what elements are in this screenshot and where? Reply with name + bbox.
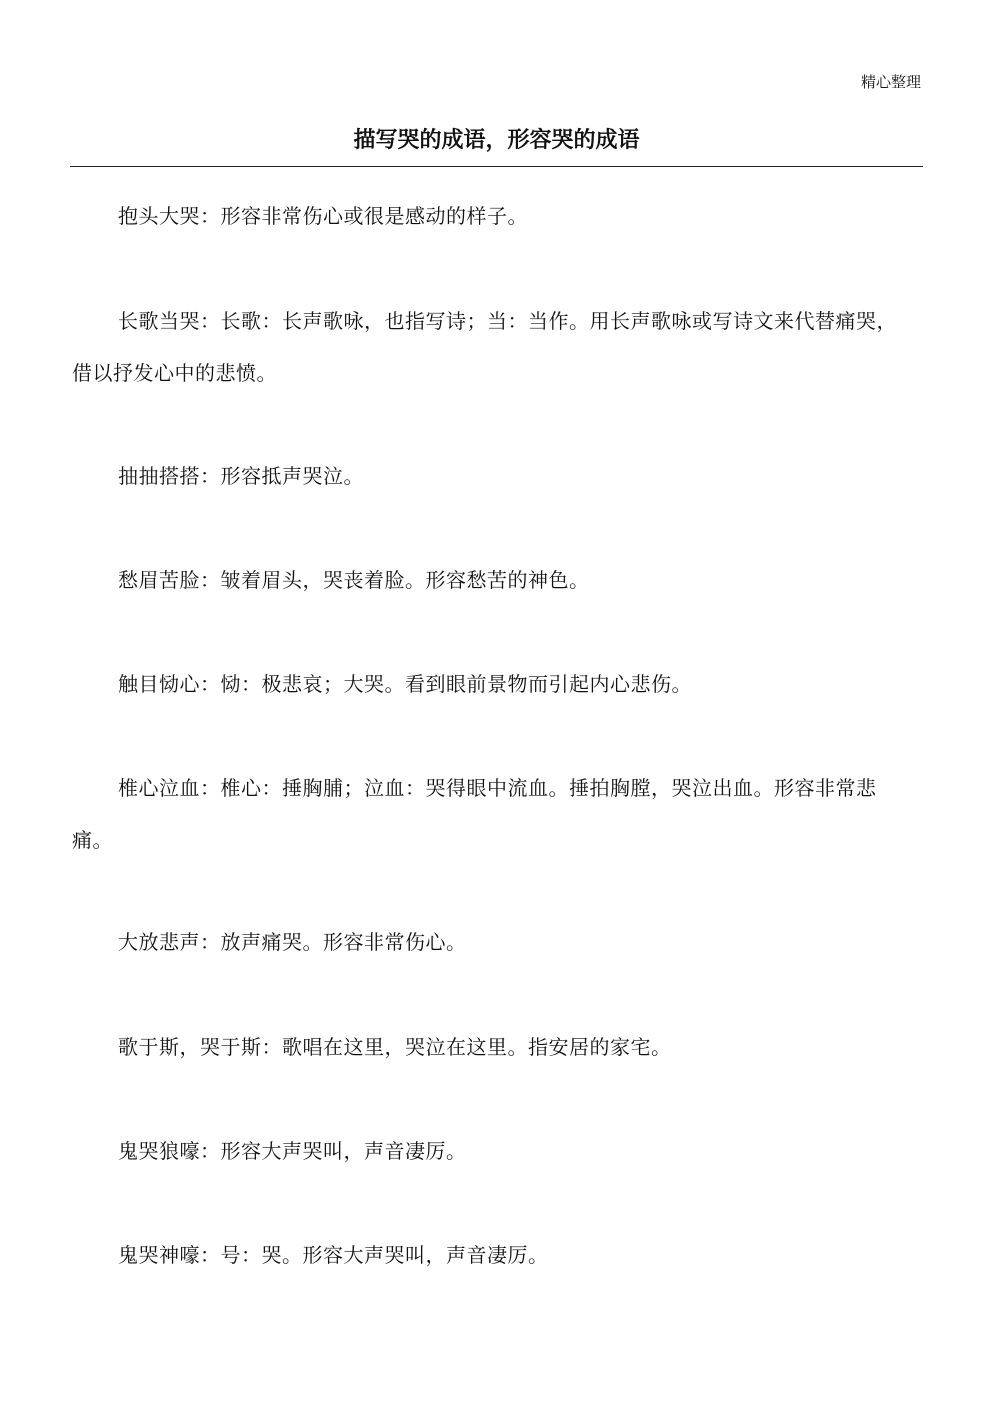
idiom-entry: 鬼哭神嚎：号：哭。形容大声哭叫，声音凄厉。 (118, 1243, 549, 1267)
idiom-entry: 愁眉苦脸：皱着眉头，哭丧着脸。形容愁苦的神色。 (118, 568, 590, 592)
idiom-entry: 大放悲声：放声痛哭。形容非常伤心。 (118, 930, 467, 954)
header-note: 精心整理 (860, 73, 921, 91)
idiom-entry: 歌于斯，哭于斯：歌唱在这里，哭泣在这里。指安居的家宅。 (118, 1035, 672, 1059)
idiom-entry: 长歌当哭：长歌：长声歌咏，也指写诗；当：当作。用长声歌咏或写诗文来代替痛哭，借以抒发心中的悲愤。 (72, 309, 897, 385)
idiom-entry: 触目恸心：恸：极悲哀；大哭。看到眼前景物而引起内心悲伤。 (118, 672, 692, 696)
document-title: 描写哭的成语，形容哭的成语 (353, 128, 640, 153)
idiom-entry: 鬼哭狼嚎：形容大声哭叫，声音凄厉。 (118, 1139, 467, 1163)
idiom-entry: 抽抽搭搭：形容抵声哭泣。 (118, 464, 364, 488)
idiom-entry: 椎心泣血：椎心：捶胸脯；泣血：哭得眼中流血。捶拍胸膛，哭泣出血。形容非常悲痛。 (72, 776, 877, 852)
title-divider (70, 166, 923, 167)
idiom-entry: 抱头大哭：形容非常伤心或很是感动的样子。 (118, 204, 528, 228)
